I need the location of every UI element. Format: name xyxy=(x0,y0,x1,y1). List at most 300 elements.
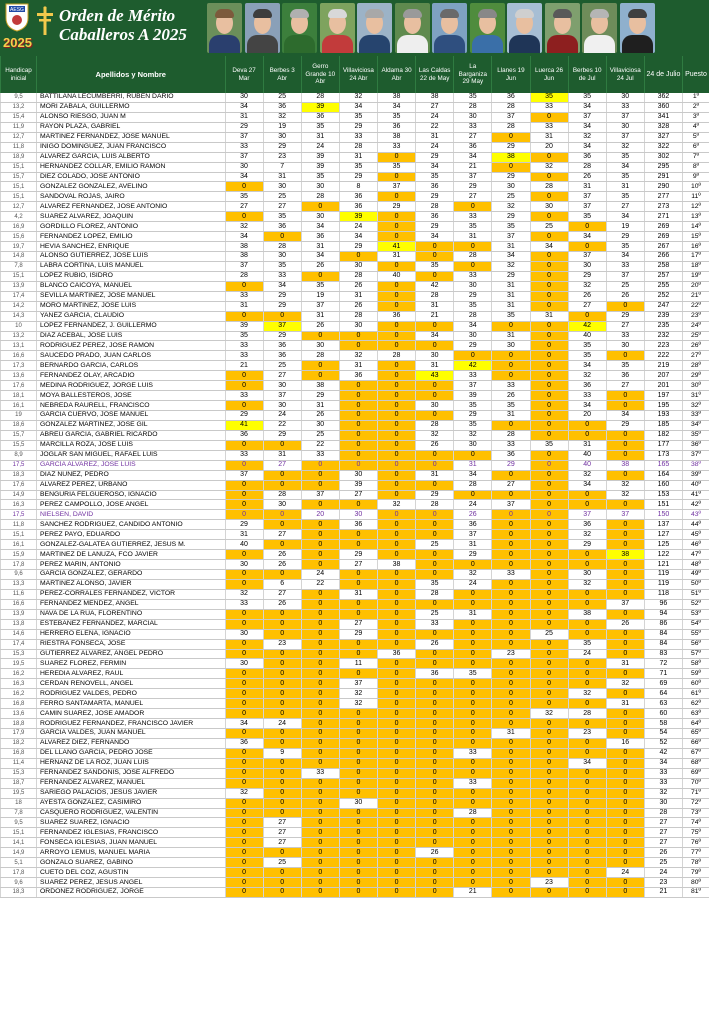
player-name-cell: CASQUERO RODRIGUEZ, VALENTIN xyxy=(37,808,226,818)
score-cell: 0 xyxy=(492,361,530,371)
score-cell: 0 xyxy=(263,689,301,699)
score-cell: 34 xyxy=(225,719,263,729)
total-cell: 341 xyxy=(644,112,682,122)
position-cell: 69º xyxy=(683,768,709,778)
table-row xyxy=(1,381,709,391)
score-cell: 29 xyxy=(378,202,416,212)
score-cell: 0 xyxy=(339,828,377,838)
score-cell: 11 xyxy=(339,659,377,669)
table-row xyxy=(1,639,709,649)
score-cell: 35 xyxy=(568,639,606,649)
score-cell: 38 xyxy=(301,381,339,391)
score-cell: 0 xyxy=(568,560,606,570)
score-cell: 24 xyxy=(263,411,301,421)
player-shirt xyxy=(547,35,578,53)
score-cell: 0 xyxy=(454,858,492,868)
score-cell: 35 xyxy=(416,579,454,589)
player-name-cell: GONZALEZ-GALATEA GUTIERREZ, JESUS M. xyxy=(37,540,226,550)
score-cell: 31 xyxy=(606,182,644,192)
score-cell: 27 xyxy=(263,202,301,212)
handicap-cell: 13,2 xyxy=(1,331,37,341)
score-cell: 37 xyxy=(263,391,301,401)
position-cell: 62º xyxy=(683,699,709,709)
handicap-cell: 15,1 xyxy=(1,192,37,202)
position-cell: 30º xyxy=(683,381,709,391)
score-cell: 0 xyxy=(378,828,416,838)
score-cell: 31 xyxy=(492,242,530,252)
score-cell: 26 xyxy=(263,560,301,570)
score-cell: 0 xyxy=(454,818,492,828)
player-name-cell: BENGURIA FELGUEROSO, IGNACIO xyxy=(37,490,226,500)
table-row xyxy=(1,420,709,430)
total-cell: 239 xyxy=(644,311,682,321)
score-cell: 32 xyxy=(530,162,568,172)
score-cell: 0 xyxy=(378,480,416,490)
score-cell: 29 xyxy=(416,222,454,232)
table-row xyxy=(1,778,709,788)
score-cell: 33 xyxy=(301,768,339,778)
score-cell: 28 xyxy=(416,589,454,599)
table-row xyxy=(1,371,709,381)
table-row xyxy=(1,729,709,739)
score-cell: 0 xyxy=(339,420,377,430)
score-cell: 0 xyxy=(606,838,644,848)
total-cell: 27 xyxy=(644,818,682,828)
player-name-cell: HEVIA SANCHEZ, ENRIQUE xyxy=(37,242,226,252)
score-cell: 0 xyxy=(492,520,530,530)
score-cell: 0 xyxy=(454,629,492,639)
score-cell: 29 xyxy=(454,291,492,301)
table-row xyxy=(1,93,709,102)
position-cell: 24º xyxy=(683,321,709,331)
score-cell: 0 xyxy=(301,709,339,719)
score-cell: 9 xyxy=(263,748,301,758)
score-cell: 30 xyxy=(339,798,377,808)
table-row xyxy=(1,609,709,619)
score-cell: 26 xyxy=(416,440,454,450)
score-cell: 32 xyxy=(339,699,377,709)
handicap-cell: 11,9 xyxy=(1,122,37,132)
total-cell: 193 xyxy=(644,411,682,421)
score-cell: 0 xyxy=(416,768,454,778)
handicap-cell: 11,8 xyxy=(1,520,37,530)
position-cell: 67º xyxy=(683,748,709,758)
table-row xyxy=(1,659,709,669)
score-cell: 42 xyxy=(568,321,606,331)
score-cell: 33 xyxy=(492,381,530,391)
score-cell: 0 xyxy=(416,758,454,768)
position-cell: 46º xyxy=(683,540,709,550)
player-hair xyxy=(553,9,572,18)
score-cell: 31 xyxy=(225,112,263,122)
score-cell: 0 xyxy=(225,440,263,450)
score-cell: 0 xyxy=(416,450,454,460)
score-cell: 0 xyxy=(530,758,568,768)
score-cell: 0 xyxy=(225,828,263,838)
score-cell: 37 xyxy=(492,232,530,242)
score-cell: 0 xyxy=(339,709,377,719)
score-cell: 37 xyxy=(606,112,644,122)
score-cell: 0 xyxy=(378,788,416,798)
score-cell: 0 xyxy=(378,798,416,808)
score-cell: 0 xyxy=(492,719,530,729)
position-cell: 44º xyxy=(683,520,709,530)
handicap-cell: 18 xyxy=(1,798,37,808)
score-cell: 35 xyxy=(454,301,492,311)
score-cell: 32 xyxy=(225,222,263,232)
score-cell: 0 xyxy=(492,599,530,609)
score-cell: 33 xyxy=(606,331,644,341)
score-cell: 29 xyxy=(454,182,492,192)
score-cell: 39 xyxy=(301,152,339,162)
score-cell: 29 xyxy=(263,301,301,311)
score-cell: 0 xyxy=(301,808,339,818)
score-cell: 29 xyxy=(454,411,492,421)
score-cell: 0 xyxy=(301,699,339,709)
total-cell: 165 xyxy=(644,460,682,470)
score-cell: 35 xyxy=(225,192,263,202)
position-cell: 65º xyxy=(683,729,709,739)
score-cell: 29 xyxy=(263,142,301,152)
score-cell: 0 xyxy=(454,639,492,649)
score-cell: 26 xyxy=(263,599,301,609)
handicap-cell: 14,9 xyxy=(1,490,37,500)
score-cell: 0 xyxy=(378,868,416,878)
score-cell: 39 xyxy=(301,102,339,112)
score-cell: 0 xyxy=(301,371,339,381)
position-cell: 59º xyxy=(683,669,709,679)
score-cell: 25 xyxy=(606,281,644,291)
score-cell: 36 xyxy=(301,112,339,122)
score-cell: 37 xyxy=(225,152,263,162)
score-cell: 42 xyxy=(454,361,492,371)
score-cell: 31 xyxy=(339,291,377,301)
score-cell: 28 xyxy=(416,291,454,301)
score-cell: 0 xyxy=(568,311,606,321)
score-cell: 28 xyxy=(339,311,377,321)
score-cell: 33 xyxy=(225,450,263,460)
score-cell: 0 xyxy=(301,361,339,371)
score-cell: 0 xyxy=(530,649,568,659)
score-cell: 0 xyxy=(339,252,377,262)
score-cell: 39 xyxy=(339,480,377,490)
score-cell: 0 xyxy=(530,818,568,828)
score-cell: 0 xyxy=(263,729,301,739)
handicap-cell: 16,2 xyxy=(1,689,37,699)
score-cell: 25 xyxy=(416,540,454,550)
handicap-cell: 17,4 xyxy=(1,291,37,301)
score-cell: 0 xyxy=(530,669,568,679)
score-cell: 31 xyxy=(263,450,301,460)
header-event: Luerca 26 Jun xyxy=(530,56,568,93)
score-cell: 0 xyxy=(606,808,644,818)
player-shirt xyxy=(284,35,315,53)
handicap-cell: 16,6 xyxy=(1,599,37,609)
position-cell: 7º xyxy=(683,152,709,162)
position-cell: 4º xyxy=(683,122,709,132)
score-cell: 23 xyxy=(530,878,568,888)
table-row xyxy=(1,878,709,888)
score-cell: 0 xyxy=(263,649,301,659)
score-cell: 27 xyxy=(606,381,644,391)
table-header-row xyxy=(1,56,709,93)
score-cell: 33 xyxy=(606,102,644,112)
score-cell: 0 xyxy=(530,232,568,242)
player-name-cell: RAYON PLAZA, GABRIEL xyxy=(37,122,226,132)
handicap-cell: 15,7 xyxy=(1,172,37,182)
score-cell: 35 xyxy=(378,162,416,172)
score-cell: 35 xyxy=(225,331,263,341)
score-cell: 28 xyxy=(454,102,492,112)
player-name-cell: GARCIA VALDES, JUAN MANUEL xyxy=(37,729,226,739)
score-cell: 30 xyxy=(606,341,644,351)
score-cell: 0 xyxy=(530,420,568,430)
handicap-cell: 16,1 xyxy=(1,401,37,411)
score-cell: 35 xyxy=(530,440,568,450)
score-cell: 33 xyxy=(454,748,492,758)
score-cell: 0 xyxy=(606,401,644,411)
score-cell: 0 xyxy=(454,450,492,460)
total-cell: 84 xyxy=(644,629,682,639)
table-row xyxy=(1,748,709,758)
score-cell: 30 xyxy=(263,500,301,510)
score-cell: 0 xyxy=(378,609,416,619)
score-cell: 0 xyxy=(416,510,454,520)
table-row xyxy=(1,281,709,291)
table-row xyxy=(1,599,709,609)
player-name-cell: SANDOVAL ROJAS, JAIRO xyxy=(37,192,226,202)
score-cell: 0 xyxy=(530,560,568,570)
score-cell: 29 xyxy=(454,341,492,351)
score-cell: 0 xyxy=(225,689,263,699)
score-cell: 36 xyxy=(339,371,377,381)
score-cell: 35 xyxy=(263,261,301,271)
score-cell: 21 xyxy=(454,162,492,172)
score-cell: 0 xyxy=(301,858,339,868)
table-row xyxy=(1,480,709,490)
score-cell: 29 xyxy=(492,271,530,281)
total-cell: 121 xyxy=(644,560,682,570)
score-cell: 36 xyxy=(263,102,301,112)
score-cell: 33 xyxy=(606,261,644,271)
score-cell: 0 xyxy=(378,430,416,440)
total-cell: 273 xyxy=(644,202,682,212)
player-name-cell: CUETO DEL COZ, AGUSTIN xyxy=(37,868,226,878)
handicap-cell: 9,5 xyxy=(1,93,37,102)
score-cell: 0 xyxy=(530,172,568,182)
table-row xyxy=(1,142,709,152)
score-cell: 35 xyxy=(568,351,606,361)
score-cell: 35 xyxy=(568,341,606,351)
score-cell: 0 xyxy=(530,858,568,868)
score-cell: 0 xyxy=(225,570,263,580)
header-event: Deva 27 Mar xyxy=(225,56,263,93)
score-cell: 0 xyxy=(301,818,339,828)
score-cell: 0 xyxy=(301,729,339,739)
score-cell: 0 xyxy=(530,520,568,530)
player-name-cell: MARTINEZ ALONSO, JAVIER xyxy=(37,579,226,589)
score-cell: 0 xyxy=(492,768,530,778)
logo-text: AESG xyxy=(10,7,24,13)
player-shirt xyxy=(509,35,540,53)
score-cell: 0 xyxy=(530,798,568,808)
score-cell: 0 xyxy=(568,550,606,560)
score-cell: 30 xyxy=(225,162,263,172)
total-cell: 295 xyxy=(644,162,682,172)
score-cell: 31 xyxy=(301,242,339,252)
score-cell: 27 xyxy=(606,321,644,331)
score-cell: 39 xyxy=(454,391,492,401)
score-cell: 0 xyxy=(568,748,606,758)
handicap-cell: 13,6 xyxy=(1,709,37,719)
score-cell: 35 xyxy=(492,401,530,411)
score-cell: 0 xyxy=(530,112,568,122)
score-cell: 0 xyxy=(454,768,492,778)
position-cell: 73º xyxy=(683,808,709,818)
score-cell: 0 xyxy=(416,868,454,878)
score-cell: 27 xyxy=(454,192,492,202)
header-event: Villaviciosa 24 Abr xyxy=(339,56,377,93)
player-name-cell: ALVAREZ PEREZ, URBANO xyxy=(37,480,226,490)
total-cell: 150 xyxy=(644,510,682,520)
score-cell: 0 xyxy=(530,192,568,202)
handicap-cell: 11,8 xyxy=(1,142,37,152)
player-name-cell: GARCÍA ALVAREZ, JOSE LUIS xyxy=(37,460,226,470)
score-cell: 0 xyxy=(530,480,568,490)
score-cell: 0 xyxy=(530,888,568,898)
standings-table xyxy=(0,56,709,898)
total-cell: 96 xyxy=(644,599,682,609)
score-cell: 0 xyxy=(301,679,339,689)
total-cell: 362 xyxy=(644,93,682,102)
score-cell: 34 xyxy=(416,331,454,341)
position-cell: 8º xyxy=(683,162,709,172)
score-cell: 34 xyxy=(568,142,606,152)
player-name-cell: CERDAN RENOVELL, ANGEL xyxy=(37,679,226,689)
score-cell: 28 xyxy=(416,202,454,212)
score-cell: 0 xyxy=(339,878,377,888)
score-cell: 28 xyxy=(225,271,263,281)
score-cell: 0 xyxy=(530,450,568,460)
handicap-cell: 15,1 xyxy=(1,271,37,281)
table-row xyxy=(1,271,709,281)
score-cell: 0 xyxy=(606,649,644,659)
score-cell: 0 xyxy=(263,888,301,898)
table-row xyxy=(1,520,709,530)
score-cell: 0 xyxy=(606,530,644,540)
score-cell: 0 xyxy=(225,460,263,470)
total-cell: 291 xyxy=(644,172,682,182)
position-cell: 64º xyxy=(683,719,709,729)
total-cell: 86 xyxy=(644,619,682,629)
total-cell: 54 xyxy=(644,729,682,739)
score-cell: 31 xyxy=(492,301,530,311)
score-cell: 0 xyxy=(225,490,263,500)
player-name-cell: IÑIGO DOMINGUEZ, JUAN FRANCISCO xyxy=(37,142,226,152)
score-cell: 0 xyxy=(416,550,454,560)
score-cell: 20 xyxy=(301,510,339,520)
score-cell: 29 xyxy=(606,232,644,242)
score-cell: 0 xyxy=(454,649,492,659)
score-cell: 38 xyxy=(606,550,644,560)
player-hair xyxy=(215,9,234,18)
player-photo xyxy=(507,3,542,53)
score-cell: 0 xyxy=(568,679,606,689)
total-cell: 127 xyxy=(644,530,682,540)
score-cell: 0 xyxy=(378,619,416,629)
table-row xyxy=(1,868,709,878)
score-cell: 36 xyxy=(339,202,377,212)
score-cell: 0 xyxy=(378,440,416,450)
score-cell: 34 xyxy=(301,222,339,232)
score-cell: 0 xyxy=(492,818,530,828)
score-cell: 7 xyxy=(263,162,301,172)
score-cell: 0 xyxy=(339,450,377,460)
score-cell: 38 xyxy=(225,242,263,252)
handicap-cell: 14,9 xyxy=(1,848,37,858)
score-cell: 27 xyxy=(492,480,530,490)
player-name-cell: DIEZ COLADO, JOSE ANTONIO xyxy=(37,172,226,182)
score-cell: 30 xyxy=(263,182,301,192)
score-cell: 34 xyxy=(225,102,263,112)
score-cell: 38 xyxy=(378,132,416,142)
score-cell: 0 xyxy=(263,868,301,878)
position-cell: 50º xyxy=(683,579,709,589)
score-cell: 0 xyxy=(339,868,377,878)
handicap-cell: 15,3 xyxy=(1,768,37,778)
player-hair xyxy=(290,9,309,18)
score-cell: 30 xyxy=(568,570,606,580)
score-cell: 32 xyxy=(568,579,606,589)
score-cell: 0 xyxy=(416,738,454,748)
score-cell: 0 xyxy=(378,281,416,291)
table-row xyxy=(1,669,709,679)
score-cell: 36 xyxy=(492,93,530,102)
handicap-cell: 13,6 xyxy=(1,371,37,381)
player-name-cell: ALONSO RIESGO, JUAN M xyxy=(37,112,226,122)
score-cell: 35 xyxy=(339,112,377,122)
score-cell: 40 xyxy=(225,540,263,550)
position-cell: 10º xyxy=(683,182,709,192)
position-cell: 19º xyxy=(683,271,709,281)
title-line-1: Orden de Mérito xyxy=(59,6,176,25)
score-cell: 0 xyxy=(225,878,263,888)
score-cell: 33 xyxy=(530,122,568,132)
score-cell: 30 xyxy=(568,261,606,271)
score-cell: 34 xyxy=(454,470,492,480)
score-cell: 0 xyxy=(416,560,454,570)
position-cell: 70º xyxy=(683,778,709,788)
score-cell: 0 xyxy=(416,828,454,838)
score-cell: 25 xyxy=(263,192,301,202)
score-cell: 0 xyxy=(301,540,339,550)
position-cell: 43º xyxy=(683,510,709,520)
score-cell: 32 xyxy=(378,500,416,510)
score-cell: 0 xyxy=(606,391,644,401)
total-cell: 232 xyxy=(644,331,682,341)
score-cell: 0 xyxy=(530,868,568,878)
handicap-cell: 19,5 xyxy=(1,788,37,798)
title-line-2: Caballeros A 2025 xyxy=(59,25,187,44)
player-name-cell: PEREZ-CORRALES FERNANDEZ, VICTOR xyxy=(37,589,226,599)
score-cell: 0 xyxy=(606,798,644,808)
total-cell: 277 xyxy=(644,192,682,202)
handicap-cell: 17,9 xyxy=(1,729,37,739)
score-cell: 27 xyxy=(568,301,606,311)
score-cell: 0 xyxy=(225,709,263,719)
position-cell: 33º xyxy=(683,411,709,421)
handicap-cell: 15,6 xyxy=(1,232,37,242)
